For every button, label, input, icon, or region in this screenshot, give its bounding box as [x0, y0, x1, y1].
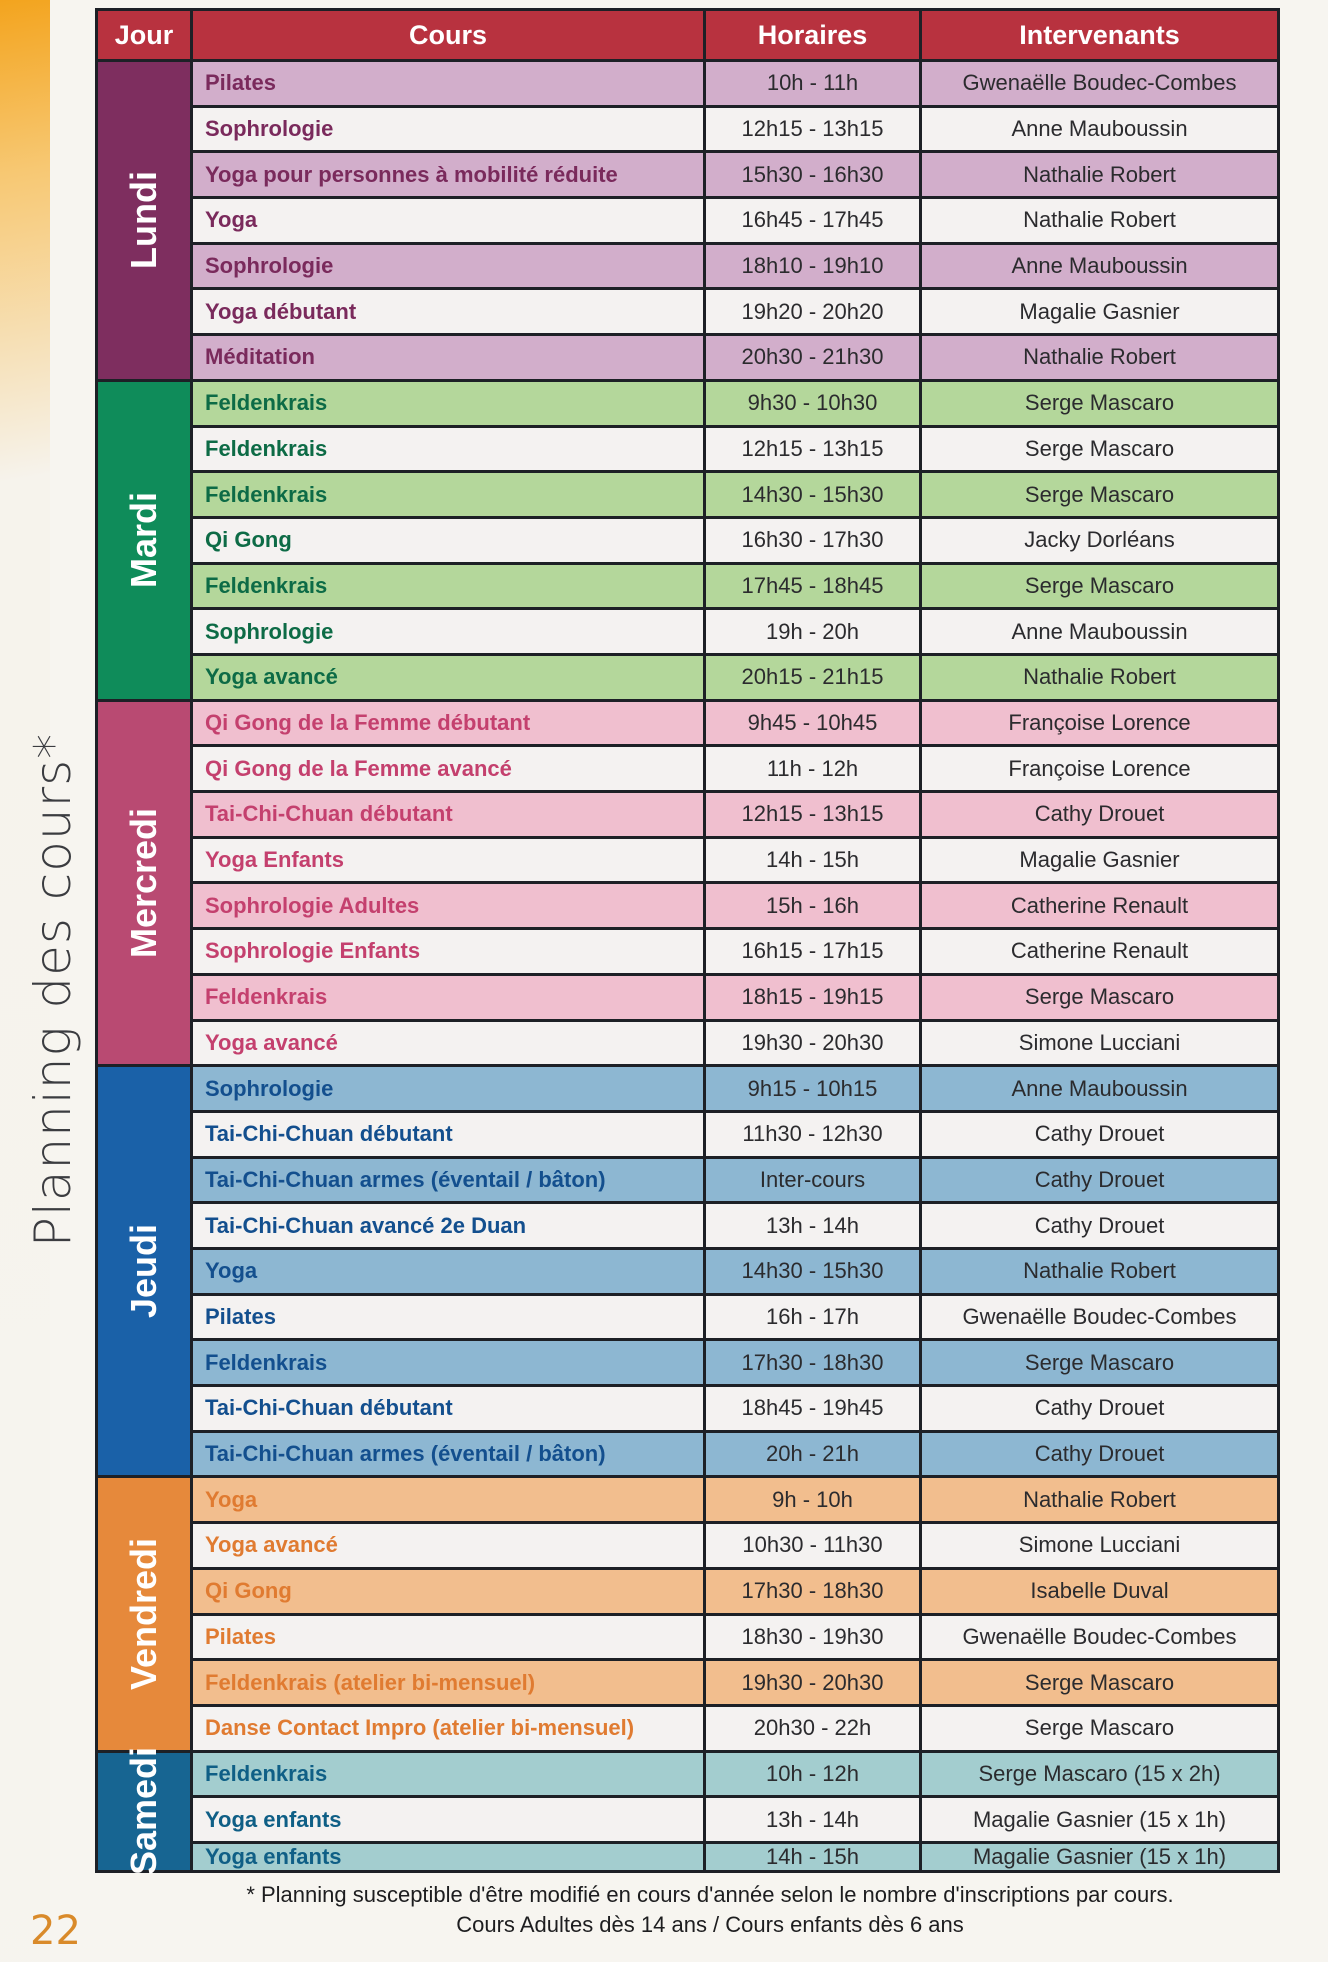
- day-label-text: Mardi: [123, 492, 165, 589]
- course-name: Pilates: [193, 1296, 703, 1339]
- day-label-vendredi: [98, 1478, 190, 1749]
- course-time: 14h - 15h: [706, 1844, 919, 1870]
- course-time: 16h30 - 17h30: [706, 519, 919, 562]
- course-name: Feldenkrais: [193, 382, 703, 425]
- course-teacher: Serge Mascaro: [922, 473, 1277, 516]
- course-time: 9h15 - 10h15: [706, 1067, 919, 1110]
- course-teacher: Anne Mauboussin: [922, 610, 1277, 653]
- day-label-text: Vendredi: [123, 1538, 164, 1691]
- course-teacher: Cathy Drouet: [922, 793, 1277, 836]
- course-teacher: Isabelle Duval: [922, 1570, 1277, 1613]
- course-time: 9h45 - 10h45: [706, 702, 919, 745]
- course-name: Qi Gong de la Femme débutant: [193, 702, 703, 745]
- course-time: 20h30 - 22h: [706, 1707, 919, 1750]
- course-name: Yoga Enfants: [193, 839, 703, 882]
- course-time: 18h10 - 19h10: [706, 245, 919, 288]
- course-name: Yoga enfants: [193, 1844, 703, 1870]
- course-name: Yoga: [193, 1250, 703, 1293]
- course-time: 12h15 - 13h15: [706, 108, 919, 151]
- course-name: Yoga avancé: [193, 1022, 703, 1065]
- course-name: Tai-Chi-Chuan débutant: [193, 793, 703, 836]
- course-name: Qi Gong: [193, 1570, 703, 1613]
- course-time: 14h30 - 15h30: [706, 1250, 919, 1293]
- course-time: 15h - 16h: [706, 884, 919, 927]
- course-teacher: Nathalie Robert: [922, 1478, 1277, 1521]
- side-title-text: Planning des cours*: [24, 732, 82, 1248]
- course-teacher: Simone Lucciani: [922, 1022, 1277, 1065]
- course-teacher: Nathalie Robert: [922, 199, 1277, 242]
- course-time: 18h15 - 19h15: [706, 976, 919, 1019]
- course-time: Inter-cours: [706, 1159, 919, 1202]
- course-teacher: Gwenaëlle Boudec-Combes: [922, 1616, 1277, 1659]
- course-name: Yoga: [193, 199, 703, 242]
- course-time: 17h45 - 18h45: [706, 565, 919, 608]
- course-name: Feldenkrais: [193, 473, 703, 516]
- course-time: 17h30 - 18h30: [706, 1570, 919, 1613]
- course-time: 10h - 12h: [706, 1753, 919, 1796]
- course-name: Méditation: [193, 336, 703, 379]
- course-teacher: Nathalie Robert: [922, 1250, 1277, 1293]
- page-number: 22: [30, 1908, 81, 1954]
- course-name: Tai-Chi-Chuan armes (éventail / bâton): [193, 1159, 703, 1202]
- course-time: 10h - 11h: [706, 62, 919, 105]
- course-teacher: Serge Mascaro: [922, 976, 1277, 1019]
- course-name: Danse Contact Impro (atelier bi-mensuel): [193, 1707, 703, 1750]
- course-time: 18h30 - 19h30: [706, 1616, 919, 1659]
- course-name: Feldenkrais: [193, 428, 703, 471]
- course-name: Sophrologie: [193, 610, 703, 653]
- course-teacher: Cathy Drouet: [922, 1159, 1277, 1202]
- side-title: [18, 730, 88, 1250]
- course-time: 17h30 - 18h30: [706, 1341, 919, 1384]
- course-teacher: Serge Mascaro: [922, 382, 1277, 425]
- course-name: Qi Gong de la Femme avancé: [193, 747, 703, 790]
- course-teacher: Serge Mascaro: [922, 1341, 1277, 1384]
- course-time: 12h15 - 13h15: [706, 793, 919, 836]
- course-teacher: Serge Mascaro: [922, 1661, 1277, 1704]
- course-name: Feldenkrais: [193, 1341, 703, 1384]
- course-time: 16h - 17h: [706, 1296, 919, 1339]
- course-name: Tai-Chi-Chuan armes (éventail / bâton): [193, 1433, 703, 1476]
- course-teacher: Magalie Gasnier: [922, 290, 1277, 333]
- day-label-jeudi: [98, 1067, 190, 1475]
- course-teacher: Cathy Drouet: [922, 1433, 1277, 1476]
- course-name: Yoga enfants: [193, 1798, 703, 1841]
- course-name: Sophrologie Enfants: [193, 930, 703, 973]
- course-time: 13h - 14h: [706, 1204, 919, 1247]
- course-teacher: Serge Mascaro: [922, 428, 1277, 471]
- course-teacher: Françoise Lorence: [922, 747, 1277, 790]
- course-name: Feldenkrais (atelier bi-mensuel): [193, 1661, 703, 1704]
- course-teacher: Jacky Dorléans: [922, 519, 1277, 562]
- day-label-text: Samedi: [123, 1747, 164, 1876]
- course-time: 20h - 21h: [706, 1433, 919, 1476]
- course-name: Pilates: [193, 62, 703, 105]
- day-label-text: Jeudi: [123, 1224, 164, 1319]
- day-label-text: Lundi: [123, 171, 164, 270]
- course-time: 15h30 - 16h30: [706, 153, 919, 196]
- course-time: 16h45 - 17h45: [706, 199, 919, 242]
- course-name: Tai-Chi-Chuan avancé 2e Duan: [193, 1204, 703, 1247]
- day-label-mercredi: [98, 702, 190, 1065]
- header-course: Cours: [193, 11, 703, 59]
- course-teacher: Serge Mascaro: [922, 1707, 1277, 1750]
- course-teacher: Serge Mascaro: [922, 565, 1277, 608]
- course-name: Yoga débutant: [193, 290, 703, 333]
- course-name: Yoga pour personnes à mobilité réduite: [193, 153, 703, 196]
- course-time: 20h15 - 21h15: [706, 656, 919, 699]
- schedule-table: [95, 8, 1280, 1876]
- course-teacher: Anne Mauboussin: [922, 245, 1277, 288]
- course-teacher: Cathy Drouet: [922, 1204, 1277, 1247]
- course-teacher: Nathalie Robert: [922, 336, 1277, 379]
- course-name: Tai-Chi-Chuan débutant: [193, 1113, 703, 1156]
- course-time: 14h30 - 15h30: [706, 473, 919, 516]
- course-time: 12h15 - 13h15: [706, 428, 919, 471]
- course-teacher: Magalie Gasnier (15 x 1h): [922, 1844, 1277, 1870]
- course-teacher: Gwenaëlle Boudec-Combes: [922, 1296, 1277, 1339]
- footnote-line-2: Cours Adultes dès 14 ans / Cours enfants dès 6 ans: [456, 1912, 964, 1937]
- course-teacher: Françoise Lorence: [922, 702, 1277, 745]
- course-time: 10h30 - 11h30: [706, 1524, 919, 1567]
- header-time: Horaires: [706, 11, 919, 59]
- course-teacher: Nathalie Robert: [922, 153, 1277, 196]
- course-time: 20h30 - 21h30: [706, 336, 919, 379]
- footnote-line-1: * Planning susceptible d'être modifié en cours d'année selon le nombre d'inscriptions par cours.: [246, 1882, 1174, 1907]
- course-teacher: Nathalie Robert: [922, 656, 1277, 699]
- course-time: 19h30 - 20h30: [706, 1661, 919, 1704]
- course-name: Yoga avancé: [193, 1524, 703, 1567]
- course-name: Sophrologie: [193, 1067, 703, 1110]
- header-teacher: Intervenants: [922, 11, 1277, 59]
- course-teacher: Anne Mauboussin: [922, 1067, 1277, 1110]
- course-teacher: Anne Mauboussin: [922, 108, 1277, 151]
- course-teacher: Cathy Drouet: [922, 1387, 1277, 1430]
- course-teacher: Magalie Gasnier (15 x 1h): [922, 1798, 1277, 1841]
- day-label-samedi: [98, 1747, 190, 1876]
- day-label-mardi: [98, 382, 190, 699]
- course-teacher: Serge Mascaro (15 x 2h): [922, 1753, 1277, 1796]
- course-time: 9h30 - 10h30: [706, 382, 919, 425]
- course-name: Yoga: [193, 1478, 703, 1521]
- course-time: 16h15 - 17h15: [706, 930, 919, 973]
- course-name: Sophrologie Adultes: [193, 884, 703, 927]
- course-time: 14h - 15h: [706, 839, 919, 882]
- course-name: Qi Gong: [193, 519, 703, 562]
- course-teacher: Cathy Drouet: [922, 1113, 1277, 1156]
- course-time: 9h - 10h: [706, 1478, 919, 1521]
- course-teacher: Gwenaëlle Boudec-Combes: [922, 62, 1277, 105]
- course-time: 11h30 - 12h30: [706, 1113, 919, 1156]
- footnote: [140, 1880, 1280, 1940]
- course-teacher: Magalie Gasnier: [922, 839, 1277, 882]
- course-time: 18h45 - 19h45: [706, 1387, 919, 1430]
- course-time: 19h20 - 20h20: [706, 290, 919, 333]
- course-teacher: Catherine Renault: [922, 930, 1277, 973]
- course-name: Sophrologie: [193, 108, 703, 151]
- course-time: 19h - 20h: [706, 610, 919, 653]
- course-name: Feldenkrais: [193, 565, 703, 608]
- course-name: Pilates: [193, 1616, 703, 1659]
- course-time: 13h - 14h: [706, 1798, 919, 1841]
- day-label-text: Mercredi: [123, 807, 165, 958]
- course-name: Tai-Chi-Chuan débutant: [193, 1387, 703, 1430]
- course-name: Yoga avancé: [193, 656, 703, 699]
- day-label-lundi: [98, 62, 190, 379]
- course-name: Sophrologie: [193, 245, 703, 288]
- header-day: Jour: [98, 11, 190, 59]
- course-time: 11h - 12h: [706, 747, 919, 790]
- course-time: 19h30 - 20h30: [706, 1022, 919, 1065]
- course-name: Feldenkrais: [193, 976, 703, 1019]
- course-teacher: Simone Lucciani: [922, 1524, 1277, 1567]
- course-teacher: Catherine Renault: [922, 884, 1277, 927]
- course-name: Feldenkrais: [193, 1753, 703, 1796]
